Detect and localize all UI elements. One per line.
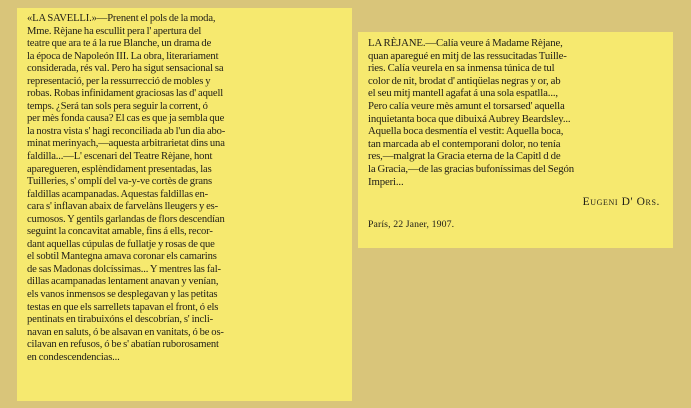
- text-line: inquietanta boca que dibuixá Aubrey Beardsley...: [368, 112, 571, 125]
- text-line: LA RÈJANE.—Calía veure á Madame Rèjane,: [368, 37, 563, 49]
- text-line: pentinats en tirabuixóns el descobrían, s' incli-: [27, 314, 214, 326]
- text-line: seguint la concavitat amable, fins á ells, recor-: [27, 226, 213, 238]
- text-line: color de nit, brodat d' antiqüelas negras y or, ab: [368, 74, 561, 87]
- text-line: el sobtil Mantegna amava coronar els camarins: [27, 251, 217, 263]
- text-line: els vanos inmensos se desplegavan y las petitas: [27, 289, 218, 301]
- text-line: faldillas acampanadas. Aquestas faldillas en-: [27, 188, 208, 200]
- text-line: Mme. Rèjane ha escullit pera l' apertura del: [27, 25, 202, 37]
- text-line: cumosos. Y gentils garlandas de flors descendían: [27, 213, 225, 225]
- text-line: Imperi...: [368, 175, 404, 188]
- text-line: Aquella boca desmentía el vestit: Aquella boca,: [368, 125, 564, 138]
- text-line: navan en saluts, ó be alsavan en vanitats, ó be os-: [27, 326, 224, 338]
- text-line: teatre que ara te á la rue Blanche, un drama de: [27, 38, 212, 50]
- text-line: dillas acampanadas lentament anavan y venían,: [27, 276, 219, 288]
- text-line: faldilla...—L' escenari del Teatre Rèjane, hont: [27, 151, 213, 163]
- text-line: dant aquellas cúpulas de fullatje y rosas de que: [27, 238, 215, 250]
- text-line: minat merinyach,—aquesta arbitrarietat dins una: [27, 138, 225, 150]
- la-rejane-article: [368, 37, 664, 188]
- text-line: quan aparegué en mitj de las ressucitadas Tuille-: [368, 49, 567, 62]
- text-line: considerada, rés val. Pero ha sigut sensacional sa: [27, 63, 224, 75]
- text-line: testas en que els sarrellets tapavan el front, ó els: [27, 301, 219, 313]
- text-line: Pero calía veure mès amunt el torsarsed' aquella: [368, 99, 565, 112]
- dateline: París, 22 Janer, 1907.: [368, 219, 455, 231]
- text-line: Tuilleries, s' omplí del va-y-ve cortès de grans: [27, 176, 212, 188]
- text-line: cara s' inflavan abaix de farvelàns lleugers y es-: [27, 201, 219, 213]
- text-line: la época de Napoleón III. La obra, literariament: [27, 50, 219, 62]
- text-line: per mès fonda causa? El cas es que ja sembla que: [27, 113, 225, 125]
- right-newspaper-clipping: [358, 32, 673, 248]
- text-line: res,—malgrat la Gracia eterna de la Capitl d de: [368, 150, 561, 163]
- text-line: robas. Robas infinidament graciosas las d' aquell: [27, 88, 224, 100]
- text-line: en condescendencias...: [27, 351, 120, 363]
- text-line: el seu mitj mantell agafat á una sola espatlla...,: [368, 87, 558, 100]
- text-line: «LA SAVELLI.»—Prenent el pols de la moda,: [27, 13, 216, 24]
- la-savelli-article: [27, 13, 344, 364]
- text-line: la Gracia,—de las gracias bufoníssimas del Segón: [368, 162, 574, 175]
- text-line: ries. Calía veurela en sa inmensa túnica de tul: [368, 62, 555, 75]
- left-newspaper-clipping: [17, 8, 352, 401]
- text-line: aparegueren, esplèndidament presentadas, las: [27, 163, 212, 175]
- text-line: la nostra vista s' hagi reconciliada ab l'un dia abo-: [27, 125, 226, 137]
- text-line: tan marcada ab el contemporani dolor, no tenía: [368, 137, 561, 150]
- text-line: de sas Madonas dolcíssimas... Y mentres las fal-: [27, 263, 221, 275]
- text-line: cilavan en refusos, ó be s' abatían ruborosament: [27, 339, 219, 351]
- author-signature: Eugeni D' Ors.: [582, 196, 660, 209]
- text-line: representació, per la ressurrecció de mobles y: [27, 75, 211, 87]
- text-line: temps. ¿Será tan sols pera seguir la corrent, ó: [27, 100, 208, 112]
